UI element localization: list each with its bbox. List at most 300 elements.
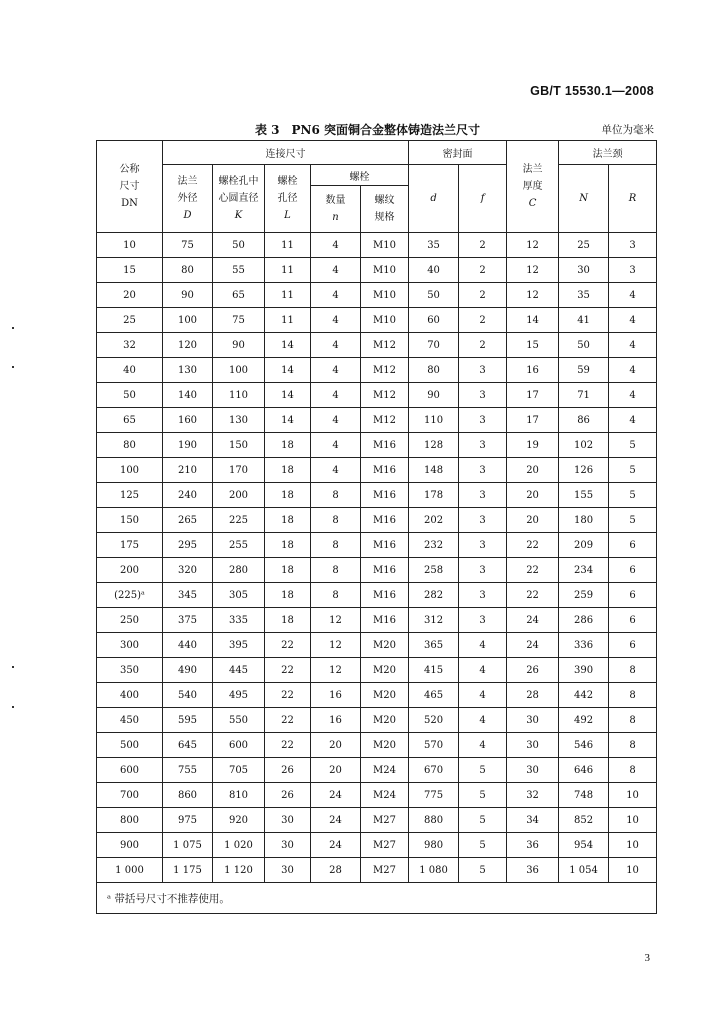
table-cell: 32 — [507, 783, 559, 808]
table-cell: M24 — [361, 758, 409, 783]
table-cell: 232 — [409, 533, 459, 558]
table-row — [97, 708, 657, 733]
table-cell: 880 — [409, 808, 459, 833]
table-row — [97, 383, 657, 408]
table-cell: 18 — [265, 608, 311, 633]
table-row — [97, 758, 657, 783]
table-cell: 202 — [409, 508, 459, 533]
table-cell: 22 — [507, 583, 559, 608]
header-dn: 公称 尺寸 DN — [97, 141, 163, 233]
table-footnote: ᵃ 带括号尺寸不推荐使用。 — [97, 883, 657, 914]
table-cell: 6 — [609, 583, 657, 608]
table-cell: 492 — [559, 708, 609, 733]
table-cell: 5 — [459, 833, 507, 858]
table-cell: 1 054 — [559, 858, 609, 883]
table-cell: 4 — [311, 308, 361, 333]
table-cell: 4 — [311, 258, 361, 283]
table-row — [97, 358, 657, 383]
table-cell: 20 — [311, 758, 361, 783]
table-cell: 6 — [609, 558, 657, 583]
table-cell: 258 — [409, 558, 459, 583]
table-cell: 40 — [97, 358, 163, 383]
scan-mark — [12, 666, 14, 668]
table-row — [97, 458, 657, 483]
table-cell: 22 — [507, 533, 559, 558]
table-cell: 17 — [507, 408, 559, 433]
table-cell: 3 — [459, 383, 507, 408]
table-cell: 3 — [459, 583, 507, 608]
table-cell: 110 — [213, 383, 265, 408]
table-cell: 336 — [559, 633, 609, 658]
table-cell: 210 — [163, 458, 213, 483]
table-cell: 10 — [609, 783, 657, 808]
table-cell: 26 — [507, 658, 559, 683]
table-cell: 225 — [213, 508, 265, 533]
table-cell: 30 — [265, 808, 311, 833]
table-row — [97, 608, 657, 633]
table-cell: 36 — [507, 833, 559, 858]
table-cell: 50 — [97, 383, 163, 408]
table-cell: 24 — [311, 783, 361, 808]
table-cell: 20 — [507, 483, 559, 508]
table-cell: 375 — [163, 608, 213, 633]
table-cell: 295 — [163, 533, 213, 558]
table-cell: 30 — [559, 258, 609, 283]
table-cell: M10 — [361, 233, 409, 258]
table-cell: 22 — [265, 733, 311, 758]
table-cell: 4 — [311, 383, 361, 408]
table-cell: 20 — [311, 733, 361, 758]
table-row — [97, 633, 657, 658]
table-row — [97, 558, 657, 583]
table-cell: 775 — [409, 783, 459, 808]
table-cell: 16 — [507, 358, 559, 383]
table-cell: 50 — [213, 233, 265, 258]
table-cell: 22 — [507, 558, 559, 583]
table-cell: 190 — [163, 433, 213, 458]
table-cell: M20 — [361, 708, 409, 733]
table-cell: 570 — [409, 733, 459, 758]
table-cell: 150 — [97, 508, 163, 533]
table-cell: 178 — [409, 483, 459, 508]
table-cell: M27 — [361, 833, 409, 858]
table-cell: 365 — [409, 633, 459, 658]
table-cell: 4 — [609, 358, 657, 383]
table-cell: 28 — [507, 683, 559, 708]
table-cell: 286 — [559, 608, 609, 633]
table-cell: 80 — [163, 258, 213, 283]
table-cell: 12 — [507, 283, 559, 308]
table-cell: 24 — [507, 608, 559, 633]
table-cell: 3 — [459, 358, 507, 383]
table-cell: 800 — [97, 808, 163, 833]
table-cell: 128 — [409, 433, 459, 458]
table-cell: 14 — [265, 383, 311, 408]
table-cell: 5 — [609, 483, 657, 508]
scan-mark — [12, 366, 14, 368]
table-cell: 540 — [163, 683, 213, 708]
table-cell: 155 — [559, 483, 609, 508]
table-cell: 14 — [265, 333, 311, 358]
table-cell: 32 — [97, 333, 163, 358]
table-cell: 15 — [507, 333, 559, 358]
table-cell: 75 — [163, 233, 213, 258]
header-N: N — [559, 165, 609, 233]
table-cell: 8 — [311, 583, 361, 608]
table-cell: 395 — [213, 633, 265, 658]
table-cell: 8 — [311, 558, 361, 583]
table-cell: 25 — [559, 233, 609, 258]
table-cell: 55 — [213, 258, 265, 283]
table-cell: 3 — [459, 558, 507, 583]
table-row — [97, 583, 657, 608]
table-cell: 209 — [559, 533, 609, 558]
table-cell: 920 — [213, 808, 265, 833]
table-cell: 50 — [559, 333, 609, 358]
table-cell: 350 — [97, 658, 163, 683]
table-cell: 440 — [163, 633, 213, 658]
table-cell: 170 — [213, 458, 265, 483]
table-cell: 22 — [265, 633, 311, 658]
table-cell: 8 — [609, 708, 657, 733]
table-cell: 900 — [97, 833, 163, 858]
table-cell: 450 — [97, 708, 163, 733]
table-cell: 4 — [311, 433, 361, 458]
table-row — [97, 408, 657, 433]
table-cell: 19 — [507, 433, 559, 458]
table-cell: 3 — [459, 458, 507, 483]
table-cell: 65 — [97, 408, 163, 433]
header-hole-diameter: 螺栓 孔径 L — [265, 165, 311, 233]
table-row — [97, 833, 657, 858]
table-cell: 305 — [213, 583, 265, 608]
table-cell: 20 — [507, 458, 559, 483]
table-cell: 852 — [559, 808, 609, 833]
table-cell: 80 — [97, 433, 163, 458]
table-cell: 465 — [409, 683, 459, 708]
table-cell: 4 — [459, 633, 507, 658]
table-cell: M20 — [361, 658, 409, 683]
table-row — [97, 858, 657, 883]
table-cell: 259 — [559, 583, 609, 608]
table-cell: 755 — [163, 758, 213, 783]
table-cell: 282 — [409, 583, 459, 608]
table-cell: 595 — [163, 708, 213, 733]
table-cell: 3 — [459, 508, 507, 533]
table-cell: 320 — [163, 558, 213, 583]
table-cell: 90 — [409, 383, 459, 408]
table-cell: 18 — [265, 508, 311, 533]
table-cell: 50 — [409, 283, 459, 308]
table-cell: 4 — [609, 308, 657, 333]
table-cell: 59 — [559, 358, 609, 383]
table-cell: 3 — [609, 233, 657, 258]
table-cell: 100 — [97, 458, 163, 483]
table-cell: 4 — [459, 683, 507, 708]
table-cell: 10 — [609, 808, 657, 833]
table-cell: 22 — [265, 683, 311, 708]
table-cell: 75 — [213, 308, 265, 333]
table-cell: 1 020 — [213, 833, 265, 858]
table-cell: 4 — [459, 708, 507, 733]
table-cell: 546 — [559, 733, 609, 758]
table-cell: 8 — [609, 733, 657, 758]
header-outer-diameter: 法兰 外径 D — [163, 165, 213, 233]
table-row — [97, 433, 657, 458]
table-cell: 120 — [163, 333, 213, 358]
table-cell: 415 — [409, 658, 459, 683]
table-cell: 240 — [163, 483, 213, 508]
table-cell: 445 — [213, 658, 265, 683]
table-cell: 148 — [409, 458, 459, 483]
table-cell: 345 — [163, 583, 213, 608]
table-cell: 8 — [311, 533, 361, 558]
table-cell: 35 — [559, 283, 609, 308]
table-cell: 234 — [559, 558, 609, 583]
header-d: d — [409, 165, 459, 233]
table-cell: 10 — [97, 233, 163, 258]
table-cell: 6 — [609, 633, 657, 658]
table-body — [97, 233, 657, 883]
header-thread-size: 螺纹 规格 — [361, 186, 409, 233]
table-cell: 280 — [213, 558, 265, 583]
table-cell: 20 — [507, 508, 559, 533]
table-cell: 4 — [311, 283, 361, 308]
table-cell: 670 — [409, 758, 459, 783]
table-cell: 2 — [459, 333, 507, 358]
table-cell: 8 — [609, 758, 657, 783]
table-cell: 4 — [311, 458, 361, 483]
table-cell: 41 — [559, 308, 609, 333]
table-cell: 442 — [559, 683, 609, 708]
table-cell: 5 — [609, 458, 657, 483]
table-cell: 520 — [409, 708, 459, 733]
unit-note: 单位为毫米 — [601, 124, 654, 136]
table-cell: 90 — [163, 283, 213, 308]
table-row — [97, 483, 657, 508]
table-cell: 500 — [97, 733, 163, 758]
table-row — [97, 333, 657, 358]
table-cell: 646 — [559, 758, 609, 783]
table-cell: 12 — [507, 233, 559, 258]
table-cell: 200 — [97, 558, 163, 583]
table-cell: 26 — [265, 783, 311, 808]
table-cell: 5 — [459, 858, 507, 883]
table-cell: 1 075 — [163, 833, 213, 858]
table-cell: 180 — [559, 508, 609, 533]
table-cell: 550 — [213, 708, 265, 733]
table-cell: 175 — [97, 533, 163, 558]
table-cell: 8 — [311, 508, 361, 533]
table-cell: 102 — [559, 433, 609, 458]
table-cell: M10 — [361, 308, 409, 333]
table-cell: M12 — [361, 358, 409, 383]
table-cell: 10 — [609, 858, 657, 883]
table-row — [97, 233, 657, 258]
table-cell: 4 — [609, 333, 657, 358]
table-cell: M12 — [361, 333, 409, 358]
table-cell: 4 — [459, 733, 507, 758]
table-cell: M20 — [361, 633, 409, 658]
table-cell: 810 — [213, 783, 265, 808]
table-cell: 10 — [609, 833, 657, 858]
table-cell: M10 — [361, 283, 409, 308]
table-cell: 5 — [459, 758, 507, 783]
table-cell: 2 — [459, 283, 507, 308]
table-cell: 255 — [213, 533, 265, 558]
table-cell: 60 — [409, 308, 459, 333]
table-cell: 490 — [163, 658, 213, 683]
table-cell: 1 080 — [409, 858, 459, 883]
page-number: 3 — [644, 952, 650, 964]
table-cell: 1 120 — [213, 858, 265, 883]
table-cell: 12 — [507, 258, 559, 283]
table-cell: 30 — [265, 833, 311, 858]
table-cell: 200 — [213, 483, 265, 508]
table-cell: 4 — [311, 333, 361, 358]
table-cell: 860 — [163, 783, 213, 808]
table-cell: 22 — [265, 658, 311, 683]
table-cell: 400 — [97, 683, 163, 708]
table-cell: 335 — [213, 608, 265, 633]
table-cell: 100 — [163, 308, 213, 333]
table-cell: 705 — [213, 758, 265, 783]
table-cell: 3 — [459, 433, 507, 458]
table-cell: 20 — [97, 283, 163, 308]
table-row — [97, 658, 657, 683]
table-cell: 11 — [265, 283, 311, 308]
table-cell: M12 — [361, 408, 409, 433]
table-cell: 24 — [311, 833, 361, 858]
scan-mark — [12, 706, 14, 708]
table-cell: M20 — [361, 683, 409, 708]
table-cell: 18 — [265, 533, 311, 558]
table-cell: 5 — [459, 808, 507, 833]
table-cell: 140 — [163, 383, 213, 408]
header-bolt-count: 数量 n — [311, 186, 361, 233]
table-cell: 6 — [609, 608, 657, 633]
table-cell: 3 — [459, 608, 507, 633]
table-cell: M27 — [361, 858, 409, 883]
table-cell: 390 — [559, 658, 609, 683]
table-cell: 15 — [97, 258, 163, 283]
table-cell: 11 — [265, 308, 311, 333]
table-cell: M16 — [361, 433, 409, 458]
table-cell: 700 — [97, 783, 163, 808]
header-bolt-circle: 螺栓孔中 心圆直径 K — [213, 165, 265, 233]
table-cell: 22 — [265, 708, 311, 733]
table-cell: 18 — [265, 583, 311, 608]
table-cell: 11 — [265, 258, 311, 283]
table-cell: 80 — [409, 358, 459, 383]
table-caption: 表 3 PN6 突面铜合金整体铸造法兰尺寸 — [255, 123, 481, 137]
table-row — [97, 783, 657, 808]
table-cell: 600 — [213, 733, 265, 758]
table-cell: 5 — [609, 433, 657, 458]
table-cell: 265 — [163, 508, 213, 533]
table-cell: 2 — [459, 233, 507, 258]
table-cell: 495 — [213, 683, 265, 708]
table-cell: 250 — [97, 608, 163, 633]
table-cell: M27 — [361, 808, 409, 833]
table-cell: M24 — [361, 783, 409, 808]
table-cell: 18 — [265, 433, 311, 458]
table-row — [97, 733, 657, 758]
table-cell: M16 — [361, 508, 409, 533]
table-cell: 16 — [311, 683, 361, 708]
table-cell: 12 — [311, 608, 361, 633]
table-cell: (225)ᵃ — [97, 583, 163, 608]
table-cell: 8 — [609, 658, 657, 683]
table-cell: 30 — [507, 733, 559, 758]
table-cell: 980 — [409, 833, 459, 858]
header-bolt: 螺栓 — [311, 165, 409, 186]
table-cell: 4 — [609, 383, 657, 408]
table-cell: 71 — [559, 383, 609, 408]
table-cell: 4 — [311, 358, 361, 383]
table-cell: 8 — [311, 483, 361, 508]
table-cell: 3 — [609, 258, 657, 283]
table-cell: 4 — [609, 283, 657, 308]
table-cell: 130 — [213, 408, 265, 433]
table-row — [97, 283, 657, 308]
table-row — [97, 308, 657, 333]
table-cell: 110 — [409, 408, 459, 433]
table-cell: 2 — [459, 308, 507, 333]
flange-dimension-table — [96, 140, 657, 914]
table-cell: 300 — [97, 633, 163, 658]
table-cell: 14 — [507, 308, 559, 333]
table-cell: M16 — [361, 533, 409, 558]
table-cell: M16 — [361, 458, 409, 483]
table-cell: 30 — [507, 758, 559, 783]
table-cell: 30 — [507, 708, 559, 733]
table-cell: 28 — [311, 858, 361, 883]
header-sealing: 密封面 — [409, 141, 507, 165]
table-cell: 24 — [311, 808, 361, 833]
table-row — [97, 508, 657, 533]
table-cell: 18 — [265, 458, 311, 483]
table-cell: 24 — [507, 633, 559, 658]
header-connection: 连接尺寸 — [163, 141, 409, 165]
table-cell: 126 — [559, 458, 609, 483]
table-cell: M16 — [361, 558, 409, 583]
table-cell: 3 — [459, 483, 507, 508]
table-cell: 86 — [559, 408, 609, 433]
table-cell: 125 — [97, 483, 163, 508]
table-cell: 954 — [559, 833, 609, 858]
table-cell: 14 — [265, 408, 311, 433]
table-cell: 36 — [507, 858, 559, 883]
table-cell: 5 — [609, 508, 657, 533]
table-cell: 150 — [213, 433, 265, 458]
table-cell: 35 — [409, 233, 459, 258]
table-cell: 18 — [265, 483, 311, 508]
table-cell: 2 — [459, 258, 507, 283]
table-row — [97, 683, 657, 708]
table-cell: M16 — [361, 483, 409, 508]
table-cell: 3 — [459, 533, 507, 558]
table-cell: 1 000 — [97, 858, 163, 883]
table-row — [97, 258, 657, 283]
table-cell: 4 — [311, 233, 361, 258]
table-cell: 30 — [265, 858, 311, 883]
table-cell: M16 — [361, 583, 409, 608]
header-f: f — [459, 165, 507, 233]
table-cell: 26 — [265, 758, 311, 783]
table-cell: 4 — [609, 408, 657, 433]
table-cell: 34 — [507, 808, 559, 833]
